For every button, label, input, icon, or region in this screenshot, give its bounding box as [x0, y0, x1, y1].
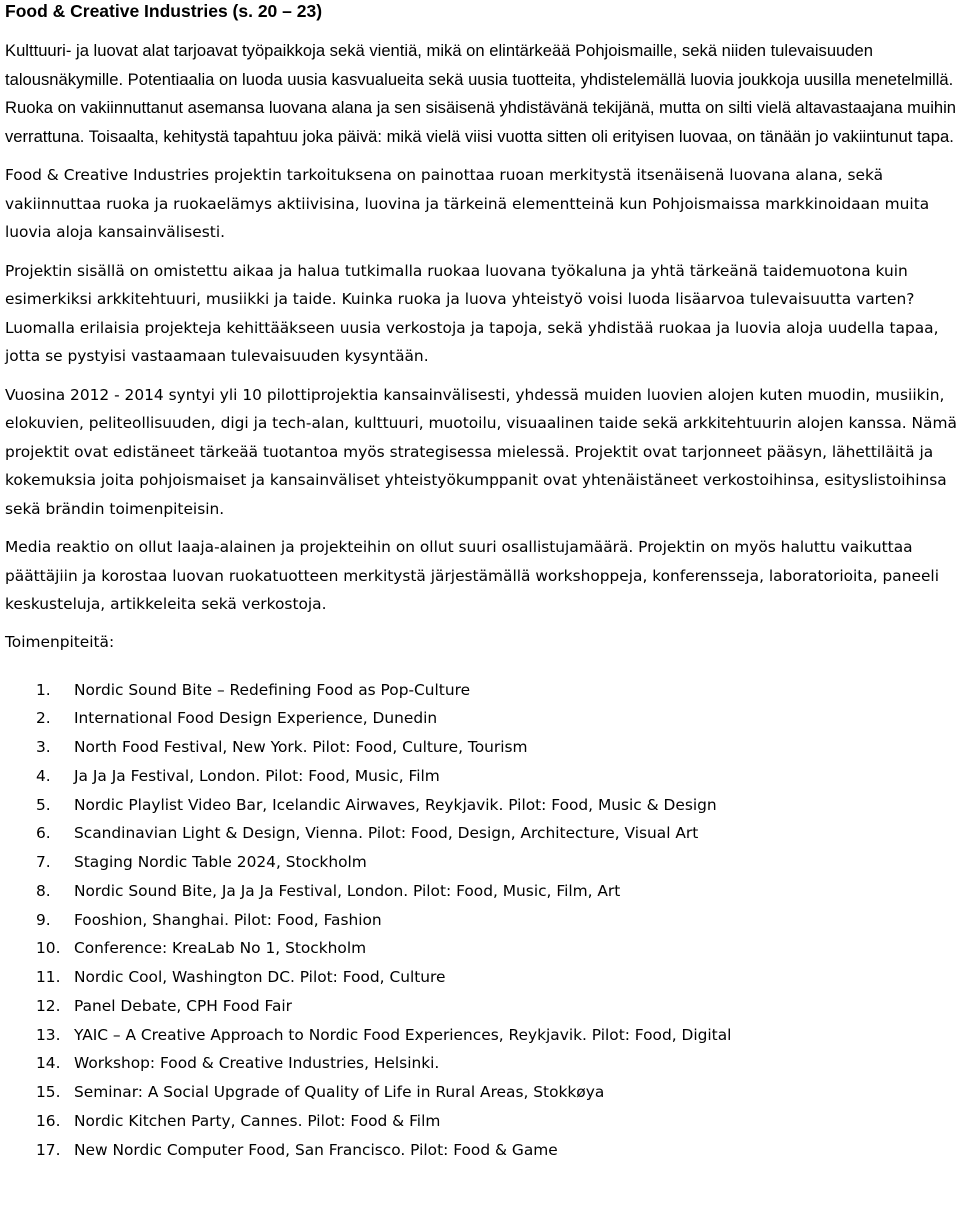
list-item-text: New Nordic Computer Food, San Francisco. Pilot: Food & Game	[74, 1140, 558, 1159]
list-item-number: 14.	[36, 1054, 61, 1073]
list-item	[5, 906, 960, 935]
list-item	[5, 992, 960, 1021]
list-item	[5, 1078, 960, 1107]
list-item-text: YAIC – A Creative Approach to Nordic Food Experiences, Reykjavik. Pilot: Food, Digital	[74, 1025, 732, 1044]
list-item	[5, 1049, 960, 1078]
list-item	[5, 934, 960, 963]
list-item-text: Nordic Sound Bite, Ja Ja Ja Festival, London. Pilot: Food, Music, Film, Art	[74, 881, 621, 900]
list-item-number: 5.	[36, 795, 51, 814]
paragraph-purpose: Food & Creative Industries projektin tarkoituksena on painottaa ruoan merkitystä itsenäisenä luovana alana, sekä vakiinnuttaa ruoka ja ruokaelämys aktiivisina, luovina ja tärkeinä elementteinä kun Pohjoismaissa markkinoidaan muita luovia aloja kansainvälisesti.	[5, 166, 930, 241]
paragraph-intro: Kulttuuri- ja luovat alat tarjoavat työpaikkoja sekä vientiä, mikä on elintärkeää Pohjoismaille, sekä niiden tulevaisuuden talousnäkymille. Potentiaalia on luoda uusia kasvualueita sekä uusia tuotteita, yhdistelemällä luovia joukkoja uusilla menetelmillä. Ruoka on vakiinnuttanut asemansa luovana alana ja sen sisäisenä yhdistävänä tekijänä, mutta on silti vielä altavastaajana muihin verrattuna. Toisaalta, kehitystä tapahtuu joka päivä: mikä vielä viisi vuotta sitten oli erityisen luovaa, on tänään jo vakiintunut tapa.	[5, 41, 957, 146]
paragraph-research: Projektin sisällä on omistettu aikaa ja halua tutkimalla ruokaa luovana työkaluna ja yhtä tärkeänä taidemuotona kuin esimerkiksi arkkitehtuuri, musiikki ja taide. Kuinka ruoka ja luova yhteistyö voisi luoda lisäarvoa tulevaisuutta varten? Luomalla erilaisia projekteja kehittääkseen uusia verkostoja ja tapoja, sekä yhdistää ruokaa ja luovia aloja uudella tapaa, jotta se pystyisi vastaamaan tulevaisuuden kysyntään.	[5, 261, 939, 365]
list-item	[5, 877, 960, 906]
list-item	[5, 1021, 960, 1050]
list-item-text: Panel Debate, CPH Food Fair	[74, 996, 292, 1015]
list-item-number: 16.	[36, 1111, 61, 1130]
document-title: Food & Creative Industries (s. 20 – 23)	[5, 1, 323, 21]
list-item-number: 9.	[36, 910, 51, 929]
list-item-number: 7.	[36, 853, 51, 871]
list-item-text: North Food Festival, New York. Pilot: Food, Culture, Tourism	[74, 738, 528, 756]
list-item-number: 12.	[36, 996, 61, 1015]
list-item-number: 17.	[36, 1140, 61, 1159]
list-item-text: Nordic Sound Bite – Redefining Food as Pop-Culture	[74, 680, 471, 699]
list-item-text: Nordic Cool, Washington DC. Pilot: Food, Culture	[74, 968, 446, 986]
list-item	[5, 791, 960, 820]
list-item-text: Nordic Kitchen Party, Cannes. Pilot: Food & Film	[74, 1111, 441, 1130]
list-item	[5, 1136, 960, 1165]
list-item-number: 10.	[36, 939, 61, 958]
list-item-number: 2.	[36, 709, 51, 728]
list-item-number: 15.	[36, 1083, 61, 1101]
paragraph-media: Media reaktio on ollut laaja-alainen ja projekteihin on ollut suuri osallistujamäärä. Projektin on myös haluttu vaikuttaa päättäjiin ja korostaa luovan ruokatuotteen merkitystä järjestämällä workshoppeja, konferensseja, laboratorioita, paneeli keskusteluja, artikkeleita sekä verkostoja.	[5, 538, 939, 613]
list-item-text: Staging Nordic Table 2024, Stockholm	[74, 853, 367, 871]
list-item-number: 13.	[36, 1025, 61, 1044]
list-item-number: 11.	[36, 968, 61, 986]
list-item	[5, 762, 960, 791]
list-item-number: 1.	[36, 680, 51, 699]
list-item	[5, 704, 960, 733]
paragraph-pilots: Vuosina 2012 - 2014 syntyi yli 10 pilottiprojektia kansainvälisesti, yhdessä muiden luovien alojen kuten muodin, musiikin, elokuvien, peliteollisuuden, digi ja tech-alan, kulttuuri, muotoilu, visuaalinen taide sekä arkkitehtuurin alojen kanssa. Nämä projektit ovat edistäneet tärkeää tuotantoa myös strategisessa mielessä. Projektit ovat tarjonneet pääsyn, lähettiläitä ja kokemuksia joita pohjoismaiset ja kansainväliset yhteistyökumppanit ovat yhtenäistäneet verkostoihinsa, esityslistoihinsa sekä brändin toimenpiteisin.	[5, 385, 957, 518]
list-item-text: Conference: KreaLab No 1, Stockholm	[74, 939, 367, 958]
list-item	[5, 963, 960, 992]
list-item	[5, 819, 960, 848]
list-item-text: Nordic Playlist Video Bar, Icelandic Airwaves, Reykjavik. Pilot: Food, Music & Design	[74, 795, 717, 814]
list-item-text: Scandinavian Light & Design, Vienna. Pilot: Food, Design, Architecture, Visual Art	[74, 824, 699, 843]
list-item-text: International Food Design Experience, Dunedin	[74, 709, 438, 728]
list-item	[5, 733, 960, 762]
list-item-text: Ja Ja Ja Festival, London. Pilot: Food, Music, Film	[74, 766, 440, 785]
actions-list	[5, 676, 960, 1165]
list-item	[5, 848, 960, 877]
list-item	[5, 1107, 960, 1136]
list-item-text: Seminar: A Social Upgrade of Quality of Life in Rural Areas, Stokkøya	[74, 1083, 605, 1101]
list-heading: Toimenpiteitä:	[5, 632, 115, 651]
list-item	[5, 676, 960, 705]
list-item-text: Fooshion, Shanghai. Pilot: Food, Fashion	[74, 910, 382, 929]
list-item-number: 4.	[36, 766, 51, 785]
list-item-number: 3.	[36, 738, 51, 756]
list-item-number: 6.	[36, 824, 51, 843]
list-item-number: 8.	[36, 881, 51, 900]
list-item-text: Workshop: Food & Creative Industries, Helsinki.	[74, 1054, 440, 1073]
